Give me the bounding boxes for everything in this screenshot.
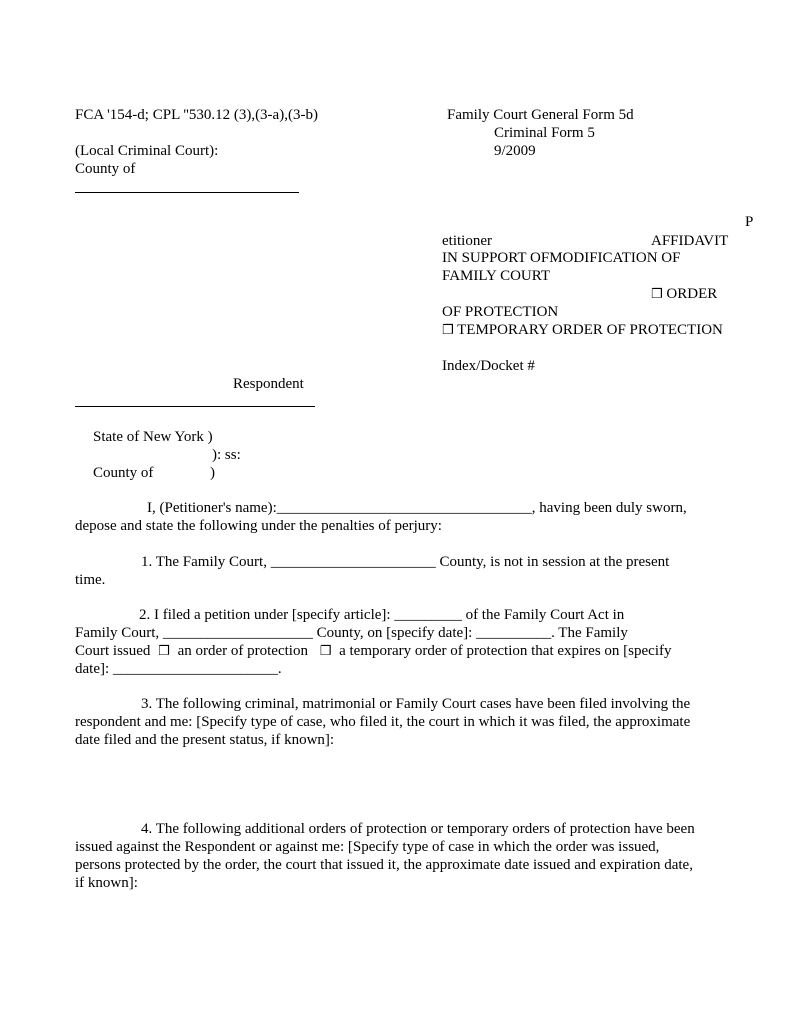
intro-line-2: depose and state the following under the penalties of perjury: [75,518,442,534]
form-criminal-label: Criminal Form 5 [494,125,595,141]
venue-state: State of New York ) [93,429,213,445]
paragraph-3-line-1: 3. The following criminal, matrimonial or Family Court cases have been filed involving the [141,696,691,712]
temporary-order-label: TEMPORARY ORDER OF PROTECTION [457,322,723,338]
temporary-order-checkbox[interactable]: ❒ [442,323,454,338]
paragraph-2-line-4: date]: ______________________. [75,661,282,677]
paragraph-2-line-2: Family Court, ____________________ County, on [specify date]: __________. The Family [75,625,628,641]
county-label: County of [75,161,136,177]
form-general-label: Family Court General Form 5d [447,107,634,123]
paragraph-1-line-2: time. [75,572,106,588]
order-label: ORDER [666,286,718,302]
paragraph-2-line-3 [75,642,671,661]
paragraph-4-line-3: persons protected by the order, the court that issued it, the approximate date issued and expiration date, [75,857,693,873]
venue-county: County of [93,465,154,481]
form-date: 9/2009 [494,143,536,159]
paragraph-4-line-2: issued against the Respondent or against me: [Specify type of case in which the order was issued, [75,839,660,855]
of-protection-label: OF PROTECTION [442,304,559,320]
respondent-label: Respondent [233,376,304,392]
paragraph-1-line-1: 1. The Family Court, ______________________ County, is not in session at the present [141,554,670,570]
county-signature-line [75,192,299,193]
statute-citation: FCA '154-d; CPL ''530.12 (3),(3-a),(3-b) [75,107,318,123]
paragraph-2-line-1: 2. I filed a petition under [specify article]: _________ of the Family Court Act in [139,607,625,623]
affidavit-title-line2: IN SUPPORT OFMODIFICATION OF [442,250,681,266]
temporary-order-expiry-label: a temporary order of protection that expires on [specify [339,643,672,659]
order-of-protection-checkbox[interactable]: ❒ [158,644,170,659]
venue-ss: ): ss: [212,447,241,463]
paragraph-4-line-1: 4. The following additional orders of protection or temporary orders of protection have been [141,821,695,837]
order-checkbox[interactable]: ❒ [651,287,663,302]
temporary-order-option [442,321,723,340]
affidavit-title: AFFIDAVIT [651,233,729,249]
paragraph-4-line-4: if known]: [75,875,138,891]
affidavit-title-line3: FAMILY COURT [442,268,551,284]
petitioner-label: etitioner [442,233,492,249]
order-of-protection-label: an order of protection [177,643,308,659]
index-docket-label: Index/Docket # [442,358,535,374]
temporary-order-expiry-checkbox[interactable]: ❒ [319,644,332,659]
respondent-line [75,406,315,407]
venue-county-paren: ) [210,465,215,481]
paragraph-3-line-3: date filed and the present status, if known]: [75,732,335,748]
intro-line-1: I, (Petitioner's name):__________________________________, having been duly sworn, [147,500,687,516]
petitioner-initial: P [745,214,754,230]
local-court-label: (Local Criminal Court): [75,143,219,159]
order-option [651,285,717,304]
court-issued-label: Court issued [75,643,151,659]
paragraph-3-line-2: respondent and me: [Specify type of case, who filed it, the court in which it was filed, the approximate [75,714,691,730]
